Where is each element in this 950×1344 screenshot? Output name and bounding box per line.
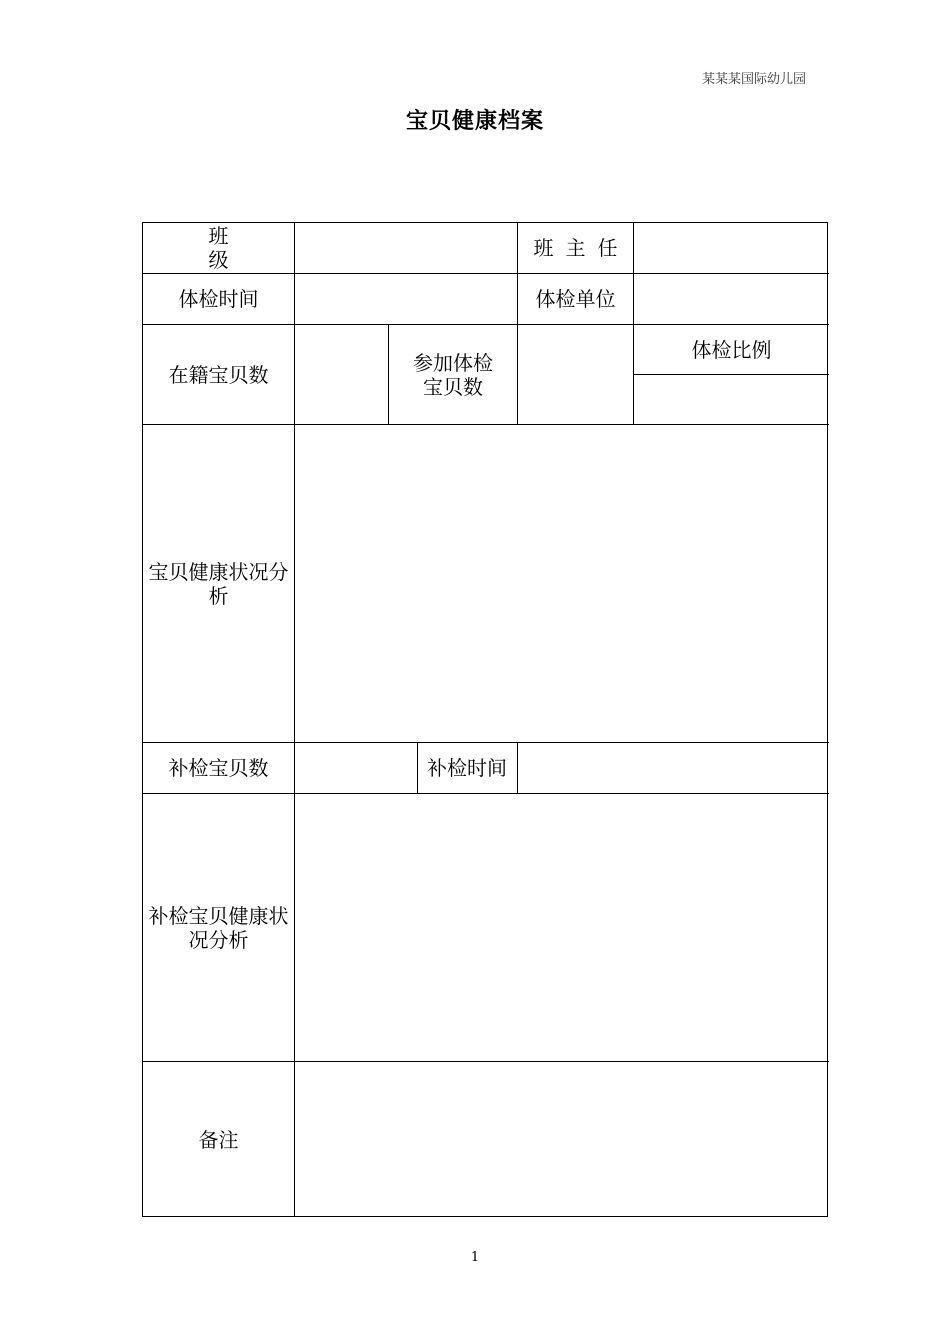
makeup-analysis-field[interactable]: [295, 794, 829, 1061]
enrolled-count-field[interactable]: [295, 325, 388, 424]
remarks-field[interactable]: [295, 1062, 829, 1217]
exam-ratio-label: 体检比例: [691, 337, 772, 362]
exam-time-field[interactable]: [295, 274, 517, 324]
makeup-analysis-label: 补检宝贝健康状况分析: [148, 903, 289, 952]
health-analysis-field[interactable]: [295, 425, 829, 742]
exam-ratio-field[interactable]: [634, 375, 829, 424]
participants-count-label: 参加体检宝贝数: [413, 350, 493, 399]
class-field[interactable]: [295, 223, 517, 273]
head-teacher-label: 班主任: [533, 236, 630, 260]
participants-count-field[interactable]: [518, 325, 633, 424]
organization-name: 某某某国际幼儿园: [701, 72, 806, 87]
health-analysis-label: 宝贝健康状况分析: [148, 559, 289, 608]
makeup-time-label: 补检时间: [427, 756, 507, 780]
makeup-count-field[interactable]: [295, 743, 417, 793]
enrolled-count-label: 在籍宝贝数: [168, 362, 269, 387]
page-number: 1: [470, 1250, 480, 1265]
exam-unit-field[interactable]: [634, 274, 829, 324]
health-record-form: [142, 222, 828, 1217]
exam-unit-label: 体检单位: [535, 287, 616, 311]
class-label: 班 级: [208, 224, 265, 272]
head-teacher-field[interactable]: [634, 223, 829, 273]
makeup-count-label: 补检宝贝数: [168, 756, 269, 780]
remarks-label: 备注: [198, 1127, 239, 1152]
exam-time-label: 体检时间: [178, 287, 259, 311]
makeup-time-field[interactable]: [518, 743, 829, 793]
page-title: 宝贝健康档案: [405, 108, 544, 134]
